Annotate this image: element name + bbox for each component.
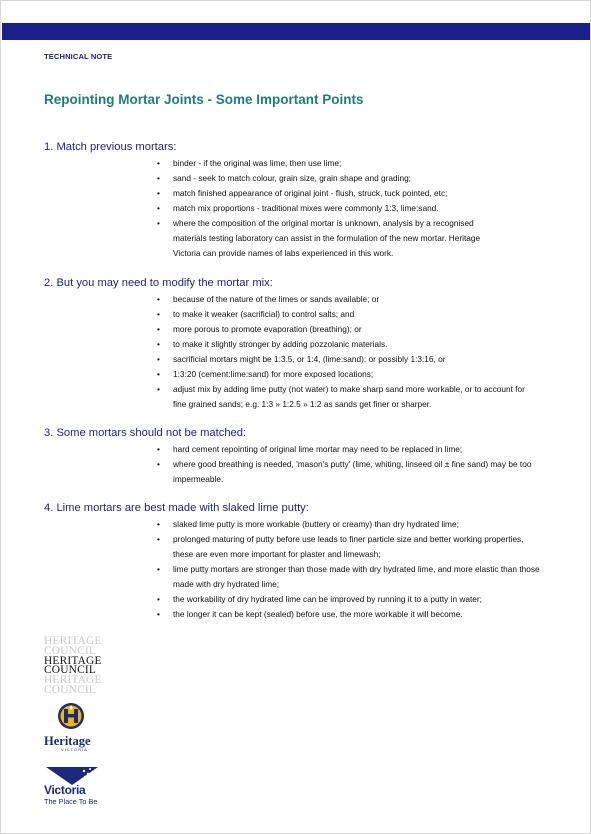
list-item-text: lime putty mortars are stronger than those made with dry hydrated lime, and more elastic than those made with dry hydrated lime;: [173, 564, 540, 589]
bullet-icon: •: [157, 309, 160, 319]
bullet-icon: •: [157, 173, 160, 183]
section-not-matched: [44, 426, 554, 487]
list-item: [44, 592, 554, 607]
list-item: [44, 352, 554, 367]
list-item-text: 1:3:20 (cement:lime:sand) for more exposed locations;: [173, 369, 374, 379]
heritage-council-logo: [44, 637, 104, 696]
bullet-icon: •: [157, 339, 160, 349]
list-item: [44, 532, 554, 562]
list-item: [44, 307, 554, 322]
bullet-icon: •: [157, 534, 160, 544]
bullet-list: [44, 292, 554, 412]
logo-text: COUNCIL: [44, 644, 97, 657]
victoria-name: Victoria: [44, 783, 86, 797]
section-slaked-lime: [44, 501, 554, 622]
bullet-icon: •: [157, 459, 160, 469]
logo-text: HERITAGE: [44, 674, 102, 687]
bullet-icon: •: [157, 444, 160, 454]
list-item-text: to make it slightly stronger by adding pozzolanic materials.: [173, 339, 388, 349]
list-item-text: binder - if the original was lime, then use lime;: [173, 158, 342, 168]
bullet-icon: •: [157, 188, 160, 198]
logo-text: HERITAGE: [44, 635, 102, 647]
list-item: [44, 156, 554, 171]
bullet-icon: •: [157, 324, 160, 334]
logo-text: HERITAGE: [44, 654, 102, 667]
section-heading: 1. Match previous mortars:: [44, 141, 177, 153]
list-item-text: adjust mix by adding lime putty (not water) to make sharp sand more workable, or to account for fine grained sands; e.g. 1:3 » 1:2.5 » 1:2 as sands get finer or sharper.: [173, 384, 525, 409]
list-item-text: to make it weaker (sacrificial) to control salts; and: [173, 309, 355, 319]
list-item: [44, 337, 554, 352]
list-item-text: more porous to promote evaporation (breathing); or: [173, 324, 362, 334]
list-item: [44, 517, 554, 532]
list-item-text: sacrificial mortars might be 1:3.5, or 1:4, (lime:sand); or possibly 1:3:16, or: [173, 354, 446, 364]
logo-text: COUNCIL: [44, 664, 97, 677]
logo-text: COUNCIL: [44, 683, 97, 696]
list-item: [44, 457, 554, 487]
list-item: [44, 442, 554, 457]
list-item-text: where good breathing is needed, 'mason's putty' (lime, whiting, linseed oil ± fine sand) may be too impermeable.: [173, 459, 532, 484]
list-item: [44, 216, 554, 261]
list-item-text: prolonged maturing of putty before use leads to finer particle size and better working properties, these are even more important for plaster and limewash;: [173, 534, 524, 559]
list-item-text: slaked lime putty is more workable (buttery or creamy) than dry hydrated lime;: [173, 519, 459, 529]
list-item-text: because of the nature of the limes or sands available; or: [173, 294, 380, 304]
list-item: [44, 367, 554, 382]
victoria-tagline: The Place To Be: [44, 797, 98, 806]
list-item: [44, 292, 554, 307]
list-item-text: match mix proportions - traditional mixes were commonly 1:3, lime:sand.: [173, 203, 439, 213]
bullet-icon: •: [157, 203, 160, 213]
bullet-icon: •: [157, 158, 160, 168]
bullet-icon: •: [157, 609, 160, 619]
list-item-text: match finished appearance of original joint - flush, struck, tuck pointed, etc;: [173, 188, 448, 198]
bullet-icon: •: [157, 218, 160, 228]
list-item: [44, 562, 554, 592]
bullet-icon: •: [157, 519, 160, 529]
header-band: [2, 23, 590, 40]
bullet-icon: •: [157, 384, 160, 394]
bullet-icon: •: [157, 294, 160, 304]
bullet-icon: •: [157, 594, 160, 604]
bullet-icon: •: [157, 369, 160, 379]
section-modify-mix: [44, 276, 554, 412]
technical-note-label: TECHNICAL NOTE: [44, 52, 113, 61]
list-item: [44, 186, 554, 201]
bullet-icon: •: [157, 564, 160, 574]
section-heading: 3. Some mortars should not be matched:: [44, 427, 247, 439]
heritage-victoria-name: Heritage: [44, 734, 91, 748]
list-item: [44, 171, 554, 186]
section-heading: 4. Lime mortars are best made with slaked lime putty:: [44, 502, 309, 514]
list-item-text: hard cement repointing of original lime mortar may need to be replaced in lime;: [173, 444, 463, 454]
list-item: [44, 322, 554, 337]
bullet-list: [44, 517, 554, 622]
section-match-previous: [44, 140, 554, 261]
list-item-text: sand - seek to match colour, grain size, grain shape and grading;: [173, 173, 411, 183]
bullet-list: [44, 156, 554, 261]
bullet-list: [44, 442, 554, 487]
list-item: [44, 382, 554, 412]
heritage-victoria-sub: VICTORIA: [61, 747, 88, 752]
section-heading: 2. But you may need to modify the mortar mix:: [44, 277, 273, 289]
bullet-icon: •: [157, 354, 160, 364]
page-title: Repointing Mortar Joints - Some Important Points: [44, 92, 364, 107]
list-item-text: the longer it can be kept (sealed) before use, the more workable it will become.: [173, 609, 463, 619]
list-item: [44, 607, 554, 622]
list-item: [44, 201, 554, 216]
list-item-text: the workability of dry hydrated lime can be improved by running it to a putty in water;: [173, 594, 482, 604]
list-item-text: where the composition of the original mortar is unknown, analysis by a recognised materials testing laboratory can assist in the formulation of the new mortar. Heritage Victoria can provide names of labs experienced in this work.: [173, 218, 481, 258]
